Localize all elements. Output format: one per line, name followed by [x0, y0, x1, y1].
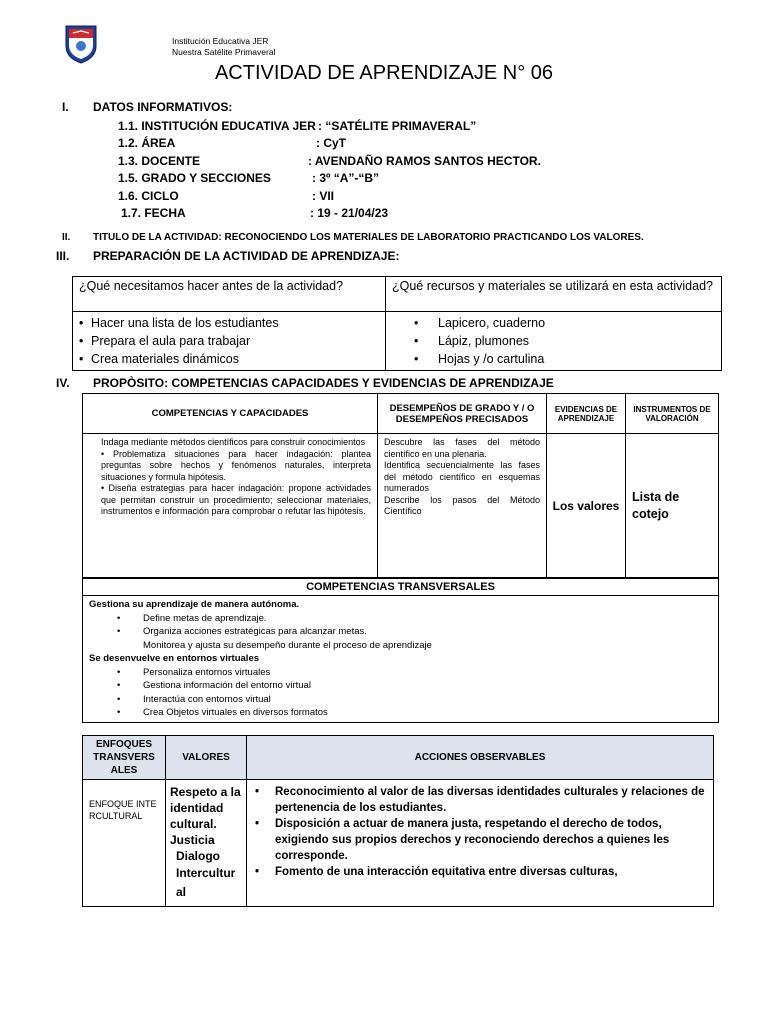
valor-item: Dialogo: [176, 849, 220, 863]
list-item: • Hacer una lista de los estudiantes: [79, 316, 279, 330]
competencias-table: [82, 393, 719, 578]
list-item: • Disposición a actuar de manera justa, respetando el derecho de todos, exigiendo sus propios derechos y reconociendo derechos a quienes les corresponde.: [255, 818, 670, 862]
list-item: • Prepara el aula para trabajar: [79, 334, 251, 348]
col-header-competencias: COMPETENCIAS Y CAPACIDADES: [83, 394, 378, 434]
valores-cell: [166, 780, 247, 907]
desempeno-item: Identifica secuencialmente las fases del método científico en esquemas numerados: [384, 460, 540, 493]
school-shield-logo: [64, 24, 98, 64]
instrumentos-cell: Lista de cotejo: [626, 434, 719, 578]
list-item: • Crea materiales dinámicos: [79, 352, 239, 366]
enfoque-cell: ENFOQUE INTERCULTURAL: [83, 780, 166, 907]
enfoques-table: [82, 735, 714, 907]
list-item: Monitorea y ajusta su desempeño durante el proceso de aprendizaje: [143, 639, 432, 651]
preparation-table: [72, 276, 722, 371]
info-label-ciclo: 1.6. CICLO: [118, 189, 179, 203]
section-3-number: III.: [56, 249, 70, 263]
info-value-institucion: : “SATÉLITE PRIMAVERAL”: [318, 119, 477, 133]
page-title: ACTIVIDAD DE APRENDIZAJE N° 06: [214, 62, 554, 84]
transversales-body: [83, 596, 719, 723]
prep-header-resources: ¿Qué recursos y materiales se utilizará en esta actividad?: [386, 277, 722, 312]
activity-title: TITULO DE LA ACTIVIDAD: RECONOCIENDO LOS MATERIALES DE LABORATORIO PRACTICANDO LOS VALORES.: [93, 232, 644, 243]
section-4-heading: PROPÒSITO: COMPETENCIAS CAPACIDADES Y EVIDENCIAS DE APRENDIZAJE: [93, 376, 554, 390]
info-label-docente: 1.3. DOCENTE: [118, 154, 201, 168]
list-item: • Hojas y /o cartulina: [414, 352, 545, 366]
section-1-heading: DATOS INFORMATIVOS:: [93, 100, 233, 114]
col-header-valores: VALORES: [166, 736, 247, 780]
section-4-number: IV.: [56, 376, 70, 390]
info-value-docente: : AVENDAÑO RAMOS SANTOS HECTOR.: [308, 154, 541, 168]
info-value-ciclo: : VII: [312, 189, 335, 203]
institution-name: Institución Educativa JER: [172, 36, 269, 46]
info-label-institucion: 1.1. INSTITUCIÓN EDUCATIVA JER: [118, 119, 316, 133]
transversales-table: [82, 578, 719, 723]
acciones-cell: [247, 780, 714, 907]
list-item: • Reconocimiento al valor de las diversas identidades culturales y relaciones de pertenencia de los estudiantes.: [255, 786, 705, 814]
capacidad-item: • Diseña estrategias para hacer indagación: propone actividades que permitan construir un procedimiento; seleccionar materiales, instrumentos e información para comprobar o refutar las hipótesis.: [101, 483, 371, 516]
prep-needs-cell: [73, 312, 386, 371]
competencia-main: Indaga mediante métodos científicos para construir conocimientos: [101, 437, 366, 447]
transversal-competencia: Gestiona su aprendizaje de manera autónoma.: [89, 599, 300, 610]
col-header-enfoques: ENFOQUES TRANSVERS ALES: [83, 736, 166, 780]
desempeno-item: Describe los pasos del Método Científico: [384, 494, 540, 516]
list-item: • Lápiz, plumones: [414, 334, 530, 348]
info-label-area: 1.2. ÁREA: [118, 136, 176, 150]
competencias-cell: [83, 434, 378, 578]
valor-item: Respeto a la identidad cultural.: [170, 785, 241, 831]
col-header-evidencias: EVIDENCIAS DE APRENDIZAJE: [547, 394, 626, 434]
institution-header: [172, 36, 275, 58]
section-2-number: II.: [62, 232, 71, 243]
list-item: • Organiza acciones estratégicas para alcanzar metas.: [117, 626, 367, 637]
list-item: • Crea Objetos virtuales en diversos formatos: [117, 707, 328, 718]
info-label-grado: 1.5. GRADO Y SECCIONES: [118, 171, 271, 185]
info-value-area: : CyT: [316, 136, 346, 150]
list-item: • Define metas de aprendizaje.: [117, 612, 267, 624]
capacidad-item: • Problematiza situaciones para hacer indagación: plantea preguntas sobre hechos y fenómenos naturales, interpreta situaciones y formula hipótesis.: [101, 448, 371, 482]
col-header-acciones: ACCIONES OBSERVABLES: [247, 736, 714, 780]
prep-resources-cell: [386, 312, 722, 371]
evidencias-cell: Los valores: [547, 434, 626, 578]
list-item: • Personaliza entornos virtuales: [117, 666, 271, 678]
list-item: • Gestiona información del entorno virtual: [117, 680, 311, 691]
list-item: • Interactúa con entornos virtual: [117, 693, 271, 705]
institution-motto: Nuestra Satélite Primaveral: [172, 47, 276, 57]
list-item: • Fomento de una interacción equitativa entre diversas culturas,: [255, 866, 618, 878]
col-header-instrumentos: INSTRUMENTOS DE VALORACIÓN: [626, 394, 719, 434]
desempenos-cell: [378, 434, 547, 578]
valor-item: Justicia: [170, 833, 215, 847]
list-item: • Lapicero, cuaderno: [414, 316, 546, 330]
transversal-competencia: Se desenvuelve en entornos virtuales: [89, 653, 260, 664]
valor-item: Intercultural: [176, 866, 236, 899]
col-header-desempenos: DESEMPEÑOS DE GRADO Y / O DESEMPEÑOS PRECISADOS: [378, 394, 547, 434]
section-1-number: I.: [62, 100, 69, 114]
transversales-heading: COMPETENCIAS TRANSVERSALES: [83, 579, 719, 596]
prep-header-needs: ¿Qué necesitamos hacer antes de la actividad?: [73, 277, 386, 312]
info-value-grado: : 3º “A”-“B”: [312, 171, 380, 185]
section-3-heading: PREPARACIÓN DE LA ACTIVIDAD DE APRENDIZAJE:: [93, 249, 400, 263]
info-label-fecha: 1.7. FECHA: [121, 206, 186, 220]
info-value-fecha: : 19 - 21/04/23: [310, 206, 389, 220]
desempeno-item: Descubre las fases del método científico en una plenaria.: [384, 437, 540, 459]
